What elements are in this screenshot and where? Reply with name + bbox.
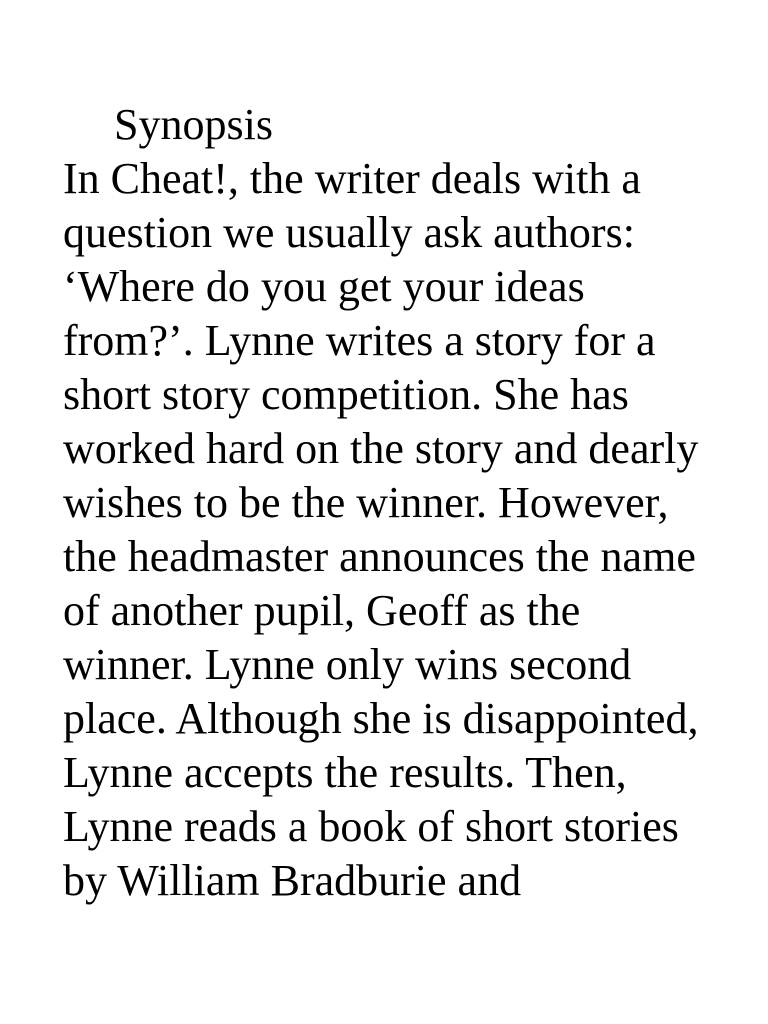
body-line: from?’. Lynne writes a story for a	[63, 316, 656, 365]
body-line: In Cheat!, the writer deals with a	[63, 154, 641, 203]
synopsis-heading: Synopsis	[114, 100, 273, 149]
body-line: question we usually ask authors:	[63, 208, 635, 257]
body-line: Lynne accepts the results. Then,	[63, 748, 627, 797]
body-line: of another pupil, Geoff as the	[63, 586, 581, 635]
body-line: wishes to be the winner. However,	[63, 478, 669, 527]
body-line: short story competition. She has	[63, 370, 629, 419]
body-line: Lynne reads a book of short stories	[63, 802, 679, 851]
body-line: the headmaster announces the name	[63, 532, 696, 581]
synopsis-body	[63, 152, 698, 908]
body-line: worked hard on the story and dearly	[63, 424, 699, 473]
body-line: winner. Lynne only wins second	[63, 640, 632, 689]
body-line: ‘Where do you get your ideas	[63, 262, 585, 311]
body-line: place. Although she is disappointed,	[63, 694, 699, 743]
body-line: by William Bradburie and	[63, 856, 522, 905]
